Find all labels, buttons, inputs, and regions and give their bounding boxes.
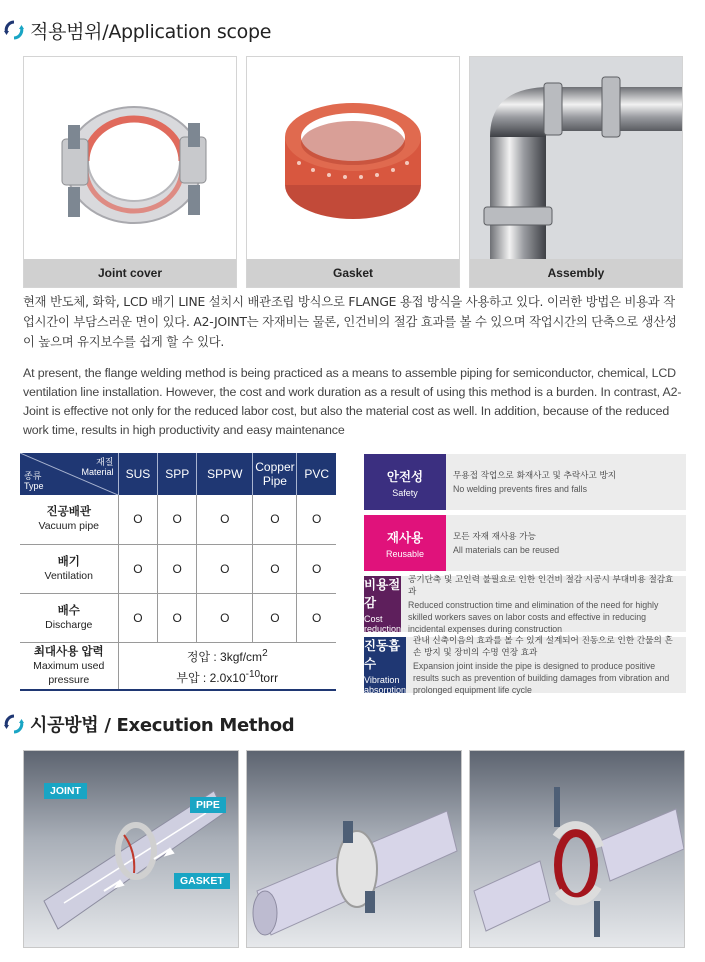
negative-pressure-label: 부압 : 2.0x10 [176, 670, 246, 685]
column-header: SPP [158, 453, 197, 495]
row-label-en: Vacuum pipe [38, 520, 99, 533]
positive-pressure-sup: 2 [262, 647, 268, 659]
feature-description [406, 637, 686, 693]
feature-title-ko: 안전성 [386, 468, 424, 484]
table-cell: O [158, 593, 197, 642]
table-cell: O [197, 544, 253, 593]
photo-caption: Gasket [247, 259, 459, 287]
column-header: SUS [118, 453, 158, 495]
table-cell: O [253, 544, 297, 593]
corner-type-en: Type [24, 481, 44, 491]
table-row [20, 495, 336, 544]
corner-header [20, 453, 118, 495]
table-row [20, 544, 336, 593]
feature-reusable [364, 515, 686, 571]
feature-title-ko: 재사용 [386, 529, 424, 545]
pressure-values [118, 642, 336, 690]
feature-title-en: Safety [392, 487, 418, 498]
photo-joint-cover [23, 56, 237, 288]
table-header-row [20, 453, 336, 495]
pipe-callout: PIPE [190, 797, 226, 813]
row-label-en: Discharge [45, 618, 93, 631]
row-header [20, 642, 118, 690]
feature-tag [364, 576, 401, 632]
feature-desc-ko: 모든 자재 재사용 가능 [453, 531, 536, 542]
pipe-cutaway-illustration [24, 751, 239, 948]
feature-tag [364, 515, 446, 571]
table-cell: O [118, 544, 158, 593]
feature-desc-ko: 공기단축 및 고인력 불필요로 인한 인건비 절감 시공시 부대비용 절감효과 [408, 574, 674, 597]
row-label-ko: 배기 [57, 555, 80, 568]
table-cell: O [158, 495, 197, 544]
gasket-image [247, 57, 459, 259]
photo-assembly [469, 56, 683, 288]
positive-pressure-label: 정압 : 3kgf/cm [186, 649, 263, 664]
table-cell: O [297, 544, 336, 593]
feature-title-en: Vibration absorption [364, 674, 407, 695]
feature-title-ko: 진동흡수 [364, 637, 401, 671]
row-label-en: Ventilation [44, 569, 93, 582]
material-compatibility-table [20, 453, 336, 691]
feature-description [446, 515, 565, 571]
section-title: 시공방법 / Execution Method [30, 715, 295, 736]
row-header [20, 495, 118, 544]
feature-tag [364, 637, 406, 693]
feature-safety [364, 454, 686, 510]
row-label-en: Maximum used pressure [33, 659, 105, 686]
feature-desc-ko: 무용접 작업으로 화재사고 및 추락사고 방지 [453, 470, 617, 481]
table-cell: O [197, 593, 253, 642]
assembly-image [470, 57, 682, 259]
positive-pressure [119, 645, 337, 666]
execution-step-3 [469, 750, 685, 948]
column-header: SPPW [197, 453, 253, 495]
photo-caption: Joint cover [24, 259, 236, 287]
feature-desc-en: Expansion joint inside the pipe is designed to produce positive results such as prevention of building damages from vibration and prolonged equipment life cycle [413, 660, 670, 695]
feature-cost-reduction [364, 576, 686, 632]
column-header: Copper Pipe [253, 453, 297, 495]
negative-pressure-unit: torr [260, 670, 279, 685]
corner-material-en: Material [81, 467, 114, 477]
corner-type-ko: 종류 [24, 471, 42, 481]
table-cell: O [197, 495, 253, 544]
negative-pressure-sup: -10 [245, 668, 261, 680]
assembled-joint-illustration [247, 751, 462, 948]
feature-title-ko: 비용절감 [364, 576, 401, 610]
feature-title-en: Reusable [385, 548, 425, 559]
table-cell: O [253, 593, 297, 642]
photo-gasket [246, 56, 460, 288]
row-header [20, 544, 118, 593]
feature-description [401, 576, 686, 632]
feature-description [446, 454, 622, 510]
row-label-ko: 배수 [57, 604, 80, 617]
table-cell: O [253, 495, 297, 544]
execution-step-2 [246, 750, 462, 948]
table-cell: O [118, 495, 158, 544]
table-row [20, 593, 336, 642]
joint-callout: JOINT [44, 783, 87, 799]
application-scope-heading [4, 16, 271, 44]
table-cell: O [297, 495, 336, 544]
circular-arrows-icon [4, 20, 24, 40]
feature-title-en: Cost reduction [364, 613, 402, 634]
table-cell: O [297, 593, 336, 642]
feature-desc-en: Reduced construction time and elimination of the need for highly skilled workers saves on labor costs and effective in reducing incidental expenses during construction [408, 599, 659, 634]
feature-desc-ko: 관내 신축이음의 효과를 볼 수 있게 설계되어 진동으로 인한 간물의 흔손 방지 및 장비의 수명 연장 효과 [413, 635, 673, 658]
exploded-joint-illustration [470, 751, 685, 948]
photo-caption: Assembly [470, 259, 682, 287]
section-title: 적용범위/Application scope [30, 20, 272, 43]
execution-step-1 [23, 750, 239, 948]
row-header [20, 593, 118, 642]
circular-arrows-icon [4, 714, 24, 734]
column-header: PVC [297, 453, 336, 495]
table-cell: O [118, 593, 158, 642]
feature-desc-en: No welding prevents fires and falls [453, 483, 587, 494]
korean-description: 현재 반도체, 화학, LCD 배기 LINE 설치시 배관조립 방식으로 FLANGE 용접 방식을 사용하고 있다. 이러한 방법은 비용과 작업시간이 부담스러운 면이 있다. A2-JOINT는 자재비는 물론, 인건비의 절감 효과를 볼 수 있으며 작업시간의 단축으로 생산성이 높으며 유지보수를 쉽게 할 수 있다. [23, 295, 677, 349]
gasket-callout: GASKET [174, 873, 230, 889]
joint-cover-image [24, 57, 236, 259]
row-label-ko: 진공배관 [46, 506, 91, 519]
feature-desc-en: All materials can be reused [453, 544, 560, 555]
feature-tag [364, 454, 446, 510]
feature-vibration-absorption [364, 637, 686, 693]
table-cell: O [158, 544, 197, 593]
execution-method-heading [4, 710, 294, 738]
negative-pressure [119, 666, 337, 687]
english-description: At present, the flange welding method is being practiced as a means to assemble piping for semiconductor, chemical, LCD ventilation line installation. However, the cost and work duration as a result of using this method is a burden. In contrast, A2-Joint is effective not only for the reduced labor cost, but also the material cost as well. In addition, because of the reduced work time, results in high productivity and easy maintenance [23, 366, 682, 437]
pressure-row [20, 642, 336, 690]
row-label-ko: 최대사용 압력 [33, 645, 104, 658]
corner-material-ko: 재질 [96, 457, 114, 467]
